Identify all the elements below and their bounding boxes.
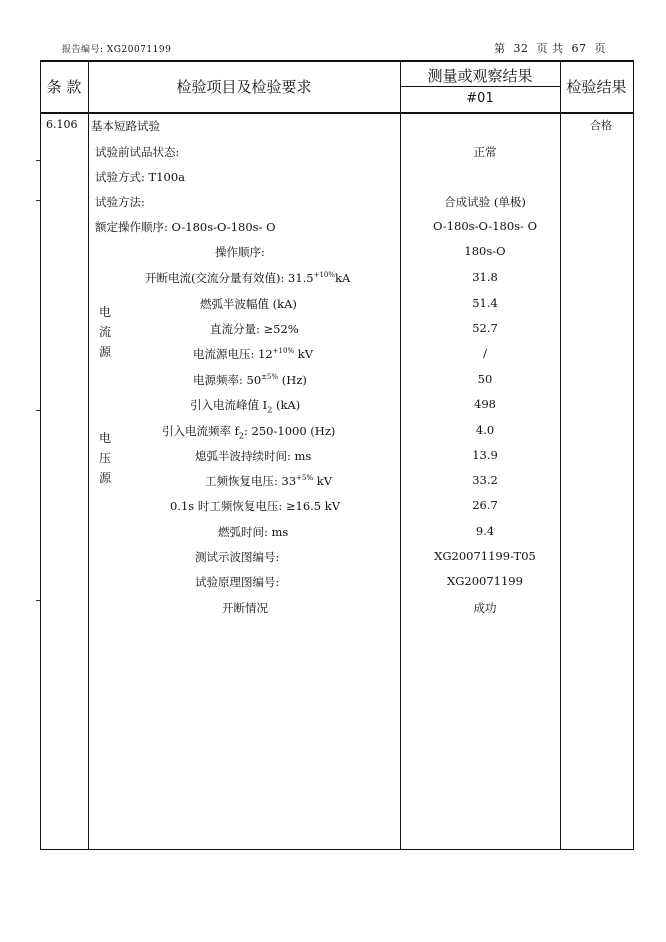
row-label: 试验方式: T100a <box>95 170 186 184</box>
margin-mark <box>36 160 40 161</box>
row-label: 燃弧时间: ms <box>218 525 289 539</box>
row-value: / <box>483 346 487 360</box>
row-value: 180s-O <box>464 244 506 258</box>
measured-header: 测量或观察结果 <box>427 67 533 85</box>
row-label: 试验原理图编号: <box>195 575 280 589</box>
row-value: 4.0 <box>475 423 495 437</box>
row-value: XG20071199-T05 <box>434 549 536 563</box>
report-number: 报告编号: XG20071199 <box>62 45 172 55</box>
table-left-border <box>40 60 41 850</box>
row-label: 测试示波图编号: <box>195 550 280 564</box>
row-value: O-180s-O-180s- O <box>432 219 538 233</box>
row-value: 31.8 <box>472 270 498 284</box>
page-current: 32 <box>513 42 529 55</box>
row-value: 9.4 <box>475 524 495 538</box>
clause-header: 条 款 <box>46 78 82 96</box>
section-title: 基本短路试验 <box>91 119 160 133</box>
row-value: 13.9 <box>472 448 498 462</box>
table-right-border <box>633 60 634 850</box>
sample-number-header: #01 <box>466 91 494 106</box>
row-value: 正常 <box>473 145 497 159</box>
margin-mark <box>36 600 40 601</box>
items-header: 检验项目及检验要求 <box>176 78 312 96</box>
row-label: 电源频率: $50^{\pm 5\%}$ (Hz) <box>193 373 307 387</box>
row-value: 成功 <box>473 601 497 615</box>
row-label: 试验方法: <box>95 195 145 209</box>
table-top-border <box>40 60 634 62</box>
measured-divider <box>560 60 561 850</box>
margin-mark <box>36 200 40 201</box>
items-divider <box>400 60 401 850</box>
current-source-label: 电 流 源 <box>98 305 111 359</box>
header-bottom-border <box>40 112 634 114</box>
clause-divider <box>88 60 89 850</box>
page-total: 67 <box>571 42 587 55</box>
row-label: 直流分量: ≥52% <box>210 322 299 336</box>
row-value: 51.4 <box>472 296 498 310</box>
row-label: 额定操作顺序: O-180s-O-180s- O <box>95 220 276 234</box>
clause-number: 6.106 <box>46 118 78 131</box>
row-value: 26.7 <box>472 498 498 512</box>
margin-mark <box>36 410 40 411</box>
row-label: 开断电流(交流分量有效值): $31.5^{+10\%}kA$ <box>145 271 351 285</box>
row-label: 开断情况 <box>222 601 268 615</box>
row-value: 33.2 <box>472 473 498 487</box>
row-label: 工频恢复电压: $33^{+5\%}$ kV <box>205 474 333 488</box>
verdict-value: 合格 <box>590 119 612 132</box>
row-label: 引入电流频率 $f_2$: 250-1000 (Hz) <box>162 424 336 441</box>
row-label: 试验前试品状态: <box>95 145 180 159</box>
row-value: XG20071199 <box>447 574 523 588</box>
row-label: 燃弧半波幅值 (kA) <box>200 297 297 311</box>
header-split-line <box>400 86 560 87</box>
row-label: 熄弧半波持续时间: ms <box>195 449 312 463</box>
row-label: 电流源电压: $12^{+10\%}$ kV <box>193 347 314 361</box>
row-value: 合成试验 (单极) <box>444 195 526 209</box>
row-label: 0.1s 时工频恢复电压: ≥16.5 kV <box>170 499 341 513</box>
row-label: 引入电流峰值 $I_2$ (kA) <box>190 398 301 415</box>
row-value: 50 <box>477 372 493 386</box>
page-indicator <box>492 40 608 56</box>
row-value: 52.7 <box>472 321 498 335</box>
voltage-source-label: 电 压 源 <box>98 431 111 485</box>
page-mid: 页 共 <box>536 42 564 55</box>
row-value: 498 <box>474 397 496 411</box>
row-label: 操作顺序: <box>215 245 265 259</box>
verdict-header: 检验结果 <box>566 78 627 96</box>
table-bottom-border <box>40 849 634 850</box>
page-prefix: 第 <box>494 42 506 55</box>
page-suffix: 页 <box>594 42 606 55</box>
